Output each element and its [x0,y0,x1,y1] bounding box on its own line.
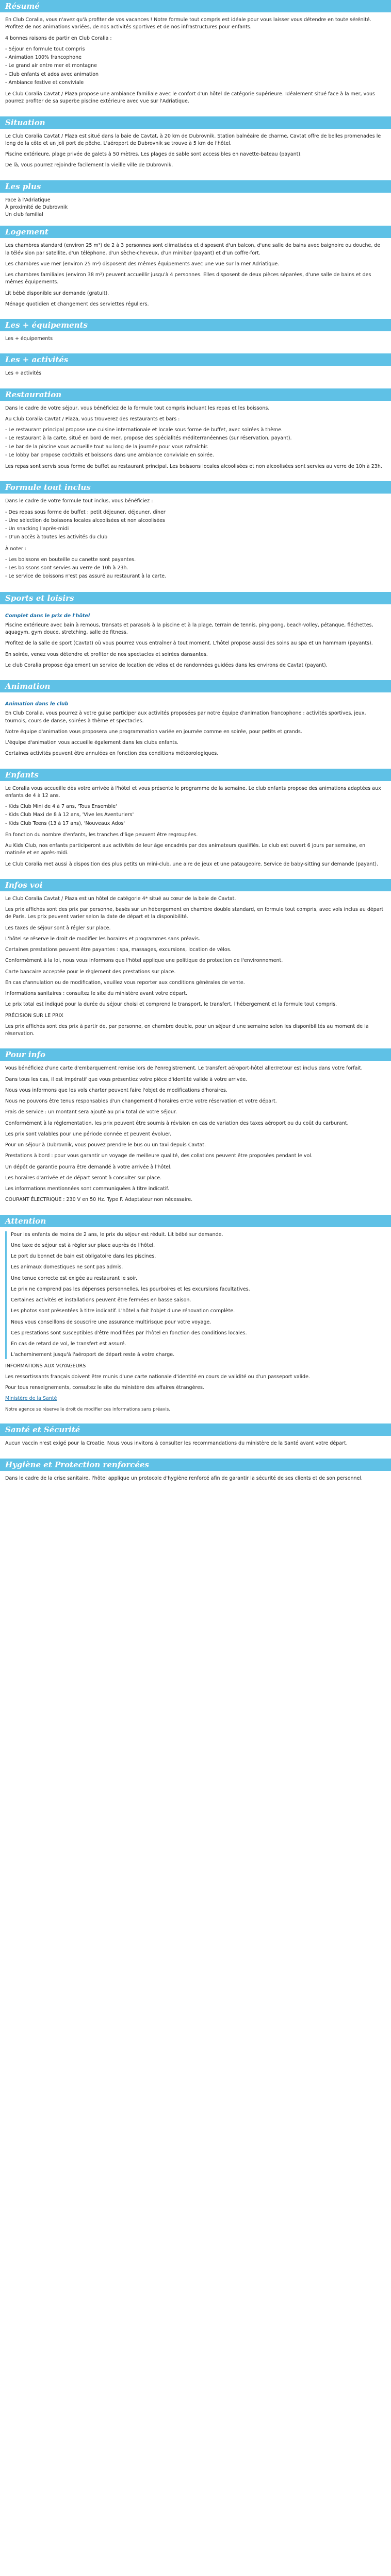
section-plus [0,180,391,226]
section-resume [0,0,391,116]
section-infos [0,879,391,1049]
infos-text: Le prix total est indiqué pour la durée du séjour choisi et comprend le transport, le transfert, l'hébergement et la formule tout compris. [5,1002,337,1008]
activites-plus-text: Les + activités [5,370,42,377]
animation-subtitle: Animation dans le club [5,701,69,707]
section-title-equipements: Les + équipements [0,319,391,331]
kids-club-item: - Kids Club Teens (13 à 17 ans), 'Nouveaux Ados' [5,820,125,826]
pour-info-text: Dans tous les cas, il est impératif que vous présentiez votre pièce d'identité valide à votre arrivée. [5,1076,248,1082]
attention-text: L'acheminement jusqu'à l'aéroport de départ reste à votre charge. [11,1352,175,1358]
attention-text: Les photos sont présentées à titre indicatif. L'hôtel a fait l'objet d'une rénovation complète. [11,1308,235,1314]
section-hygiene [0,1459,391,1493]
section-attention [0,1215,391,1424]
restaurant-item: - Le restaurant principal propose une cuisine internationale et locale sous forme de buffet, avec soirées à thème. [5,427,283,433]
travelers-info-title: INFORMATIONS AUX VOYAGEURS [5,1363,86,1369]
infos-text: Les taxes de séjour sont à régler sur place. [5,925,111,931]
resume-intro: En Club Coralia, vous n'avez qu'à profiter de vos vacances ! Notre formule tout compris est idéale pour vous laisser vous détendre en toute sérénité. Profitez de nos animations variées, de nos activités sportives et de nos infrastructures pour enfants. [5,17,371,30]
attention-text: Nous vous conseillons de souscrire une assurance multirisque pour votre voyage. [11,1319,211,1325]
sports-text: Le club Coralia propose également un service de location de vélos et de randonnées guidées dans les environs de Cavtat (payant). [5,662,328,668]
section-title-plus: Les plus [0,180,391,193]
resume-reason: - Animation 100% francophone [5,55,82,60]
pour-info-text: Vous bénéficiez d'une carte d'embarquement remise lors de l'enregistrement. Le transfert aéroport-hôtel aller/retour est inclus dans votre forfait. [5,1065,363,1072]
enfants-text: Le Coralia vous accueille dès votre arrivée à l'hôtel et vous présente le programme de la semaine. Le club enfants propose des animations adaptées aux enfants de 4 à 12 ans. [5,785,381,799]
situation-text: Le Club Coralia Cavtat / Plaza est situé dans la baie de Cavtat, à 20 km de Dubrovnik. Station balnéaire de charme, Cavtat offre de belles promenades le long de la côte et un joli port de pêche. L'aéroport de Dubrovnik se trouve à 5 km de l'hôtel. [5,133,381,146]
formule-note: - Les boissons sont servies au verre de 10h à 23h. [5,565,128,571]
pour-info-text: Les horaires d'arrivée et de départ seront à consulter sur place. [5,1175,162,1181]
logement-text: Les chambres standard (environ 25 m²) de 2 à 3 personnes sont climatisées et disposent d'un balcon, d'une salle de bains avec baignoire ou douche, de la télévision par satellite, d'un téléphone, d'un sèche-cheveux, d'un minibar (payant) et d'un coffre-fort. [5,243,381,256]
section-title-sante: Santé et Sécurité [0,1423,391,1436]
enfants-text: Le Club Coralia met aussi à disposition des plus petits un mini-club, une aire de jeux et une pataugeoire. Service de baby-sitting sur demande (payant). [5,861,378,867]
formule-text: Dans le cadre de votre formule tout inclus, vous bénéficiez : [5,498,153,504]
sports-text: Piscine extérieure avec bain à remous, transats et parasols à la piscine et à la plage, terrain de tennis, ping-pong, beach-volley, pétanque, fléchettes, aquagym, gym douce, stretching, salle de fitness. [5,622,373,635]
sports-text: Profitez de la salle de sport (Cavtat) où vous pourrez vous entraîner à tout moment. L'hôtel propose aussi des soins au spa et un hammam (payants). [5,640,373,647]
attention-text: Les ressortissants français doivent être munis d'une carte nationale d'identité en cours de validité ou d'un passeport valide. [5,1374,310,1380]
infos-text: Conformément à la loi, nous vous informons que l'hôtel applique une politique de protection de l'environnement. [5,958,283,964]
infos-text: Informations sanitaires : consultez le site du ministère avant votre départ. [5,991,188,996]
pour-info-text: Pour un séjour à Dubrovnik, vous pouvez prendre le bus ou un taxi depuis Cavtat. [5,1142,206,1148]
section-title-animation: Animation [0,680,391,692]
kids-club-item: - Kids Club Mini de 4 à 7 ans, 'Tous Ensemble' [5,804,117,809]
section-restauration [0,388,391,482]
section-title-activites-plus: Les + activités [0,353,391,366]
restauration-text: Dans le cadre de votre séjour, vous bénéficiez de la formule tout compris incluant les repas et les boissons. [5,405,270,411]
attention-footnote: Notre agence se réserve le droit de modifier ces informations sans préavis. [5,1406,170,1412]
section-title-resume: Résumé [0,0,391,12]
attention-text: Le prix ne comprend pas les dépenses personnelles, les pourboires et les excursions facultatives. [11,1286,250,1292]
kids-club-item: - Kids Club Maxi de 8 à 12 ans, 'Vive les Aventuriers' [5,812,134,818]
logement-text: Les chambres familiales (environ 38 m²) peuvent accueillir jusqu'à 4 personnes. Elles disposent de deux pièces séparées, d'une salle de bains et des mêmes équipements. [5,272,371,285]
equipements-text: Les + équipements [5,336,53,342]
restaurant-item: - Le bar de la piscine vous accueille tout au long de la journée pour vous rafraîchir. [5,444,208,450]
formule-item: - Un snacking l'après-midi [5,526,69,532]
situation-text: De là, vous pourrez rejoindre facilement la vieille ville de Dubrovnik. [5,162,173,168]
section-title-logement: Logement [0,226,391,238]
animation-text: En Club Coralia, vous pourrez à votre guise participer aux activités proposées par notre équipe d'animation francophone : activités sportives, jeux, tournois, cours de danse, soirées à thème et spectacles. [5,710,366,724]
attention-text: Les animaux domestiques ne sont pas admis. [11,1264,123,1270]
situation-text: Piscine extérieure, plage privée de galets à 50 mètres. Les plages de sable sont accessibles en navette-bateau (payant). [5,151,302,157]
animation-text: Certaines activités peuvent être annulées en fonction des conditions météorologiques. [5,751,219,757]
enfants-text: En fonction du nombre d'enfants, les tranches d'âge peuvent être regroupées. [5,832,198,838]
section-title-situation: Situation [0,116,391,129]
infos-text: En cas d'annulation ou de modification, veuillez vous reporter aux conditions générales de vente. [5,979,245,986]
restauration-text: Au Club Coralia Cavtat / Plaza, vous trouverez des restaurants et bars : [5,416,180,422]
attention-text: Certaines activités et installations peuvent être fermées en basse saison. [11,1297,191,1303]
attention-box [5,1231,386,1359]
section-pour-info [0,1048,391,1214]
pour-info-text: Nous ne pouvons être tenus responsables d'un changement d'horaires entre votre réservation et votre départ. [5,1098,277,1104]
section-title-attention: Attention [0,1215,391,1227]
restauration-text: Les repas sont servis sous forme de buffet au restaurant principal. Les boissons locales alcoolisées et non alcoolisées sont servies au verre de 10h à 23h. [5,464,382,469]
infos-text: Les prix affichés sont des prix par personne, basés sur un hébergement en chambre double standard, en formule tout compris, avec vols inclus au départ de Paris. Les prix peuvent varier selon la date de départ et la disponibilité. [5,907,384,920]
section-enfants [0,769,391,879]
attention-text: Pour tous renseignements, consultez le site du ministère des affaires étrangères. [5,1385,204,1391]
restaurant-item: - Le restaurant à la carte, situé en bord de mer, propose des spécialités méditerranéennes (sur réservation, payant). [5,435,292,442]
formule-item: - Des repas sous forme de buffet : petit déjeuner, déjeuner, dîner [5,509,166,515]
resume-reason: - Club enfants et ados avec animation [5,71,99,77]
resume-reasons-title: 4 bonnes raisons de partir en Club Coralia : [5,35,112,41]
infos-price-title: PRÉCISION SUR LE PRIX [5,1012,63,1019]
pour-info-text: Les informations mentionnées sont communiquées à titre indicatif. [5,1186,170,1192]
section-title-hygiene: Hygiène et Protection renforcées [0,1459,391,1471]
plus-item: À proximité de Dubrovnik [5,204,68,210]
infos-text: Carte bancaire acceptée pour le règlement des prestations sur place. [5,969,176,975]
resume-reason: - Ambiance festive et conviviale [5,79,84,86]
resume-text: Le Club Coralia Cavtat / Plaza propose une ambiance familiale avec le confort d'un hôtel de catégorie supérieure. Idéalement situé face à la mer, vous pourrez profiter de sa superbe piscine extérieure avec vue sur l'Adriatique. [5,91,376,105]
pour-info-text: Frais de service : un montant sera ajouté au prix total de votre séjour. [5,1109,177,1115]
attention-text: Ces prestations sont susceptibles d'être modifiées par l'hôtel en fonction des conditions locales. [11,1330,247,1336]
logement-text: Les chambres vue mer (environ 25 m²) disposent des mêmes équipements avec une vue sur la mer Adriatique. [5,261,280,267]
pour-info-text: Conformément à la réglementation, les prix peuvent être soumis à révision en cas de variation des taxes aéroport ou du coût du carburant. [5,1120,349,1126]
section-title-formule: Formule tout inclus [0,481,391,494]
section-situation [0,116,391,180]
section-logement [0,226,391,319]
attention-text: En cas de retard de vol, le transfert est assuré. [11,1341,126,1347]
plus-item: Face à l'Adriatique [5,197,51,203]
logement-text: Lit bébé disponible sur demande (gratuit). [5,290,109,296]
sports-subtitle: Complet dans le prix de l'hôtel [5,613,90,619]
health-ministry-link[interactable]: Ministère de la Santé [5,1396,57,1402]
attention-text: Pour les enfants de moins de 2 ans, le prix du séjour est réduit. Lit bébé sur demande. [11,1231,223,1238]
electricity-info: COURANT ÉLECTRIQUE : 230 V en 50 Hz. Type F. Adaptateur non nécessaire. [5,1197,193,1203]
logement-text: Ménage quotidien et changement des serviettes réguliers. [5,301,149,307]
enfants-text: Au Kids Club, nos enfants participeront aux activités de leur âge encadrés par des animateurs qualifiés. Le club est ouvert 6 jours par semaine, en matinée et en après-midi. [5,843,366,856]
section-title-enfants: Enfants [0,769,391,781]
section-animation [0,680,391,769]
section-equipements [0,319,391,353]
infos-text: Le Club Coralia Cavtat / Plaza est un hôtel de catégorie 4* situé au cœur de la baie de Cavtat. [5,895,236,902]
attention-text: Une taxe de séjour est à régler sur place auprès de l'hôtel. [11,1242,155,1248]
formule-item: - Une sélection de boissons locales alcoolisées et non alcoolisées [5,517,165,523]
pour-info-text: Nous vous informons que les vols charter peuvent faire l'objet de modifications d'horaires. [5,1087,227,1093]
section-activites-plus [0,353,391,388]
infos-text: L'hôtel se réserve le droit de modifier les horaires et programmes sans préavis. [5,936,201,942]
formule-item: - D'un accès à toutes les activités du club [5,534,108,540]
pour-info-text: Les prix sont valables pour une période donnée et peuvent évoluer. [5,1131,172,1137]
infos-text: Les prix affichés sont des prix à partir de, par personne, en chambre double, pour un séjour d'une semaine selon les disponibilités au moment de la réservation. [5,1023,369,1037]
animation-text: L'équipe d'animation vous accueille également dans les clubs enfants. [5,740,179,745]
formule-note: - Le service de boissons n'est pas assuré au restaurant à la carte. [5,573,167,580]
section-title-sports: Sports et loisirs [0,592,391,604]
section-sante [0,1423,391,1458]
restaurant-item: - Le lobby bar propose cocktails et boissons dans une ambiance conviviale en soirée. [5,452,214,458]
attention-text: Le port du bonnet de bain est obligatoire dans les piscines. [11,1253,156,1259]
section-formule [0,481,391,591]
section-title-pour-info: Pour info [0,1048,391,1061]
section-title-restauration: Restauration [0,388,391,401]
plus-item: Un club familial [5,212,43,217]
formule-note-title: À noter : [5,546,27,552]
sante-text: Aucun vaccin n'est exigé pour la Croatie. Nous vous invitons à consulter les recommandations du ministère de la Santé avant votre départ. [5,1440,348,1447]
animation-text: Notre équipe d'animation vous proposera une programmation variée en journée comme en soirée, pour petits et grands. [5,728,302,735]
sports-text: En soirée, venez vous détendre et profiter de nos spectacles et soirées dansantes. [5,651,208,657]
infos-text: Certaines prestations peuvent être payantes : spa, massages, excursions, location de vélos. [5,947,232,953]
resume-reason: - Le grand air entre mer et montagne [5,63,97,69]
resume-reason: - Séjour en formule tout compris [5,46,85,52]
attention-text: Une tenue correcte est exigée au restaurant le soir. [11,1275,138,1281]
formule-note: - Les boissons en bouteille ou canette sont payantes. [5,556,136,563]
pour-info-text: Un dépôt de garantie pourra être demandé à votre arrivée à l'hôtel. [5,1164,172,1170]
section-sports [0,592,391,681]
hygiene-text: Dans le cadre de la crise sanitaire, l'hôtel applique un protocole d'hygiène renforcé afin de garantir la sécurité de ses clients et de son personnel. [5,1475,363,1481]
section-title-infos: Infos voi [0,879,391,891]
pour-info-text: Prestations à bord : pour vous garantir un voyage de meilleure qualité, des collations peuvent être proposées pendant le vol. [5,1153,313,1159]
